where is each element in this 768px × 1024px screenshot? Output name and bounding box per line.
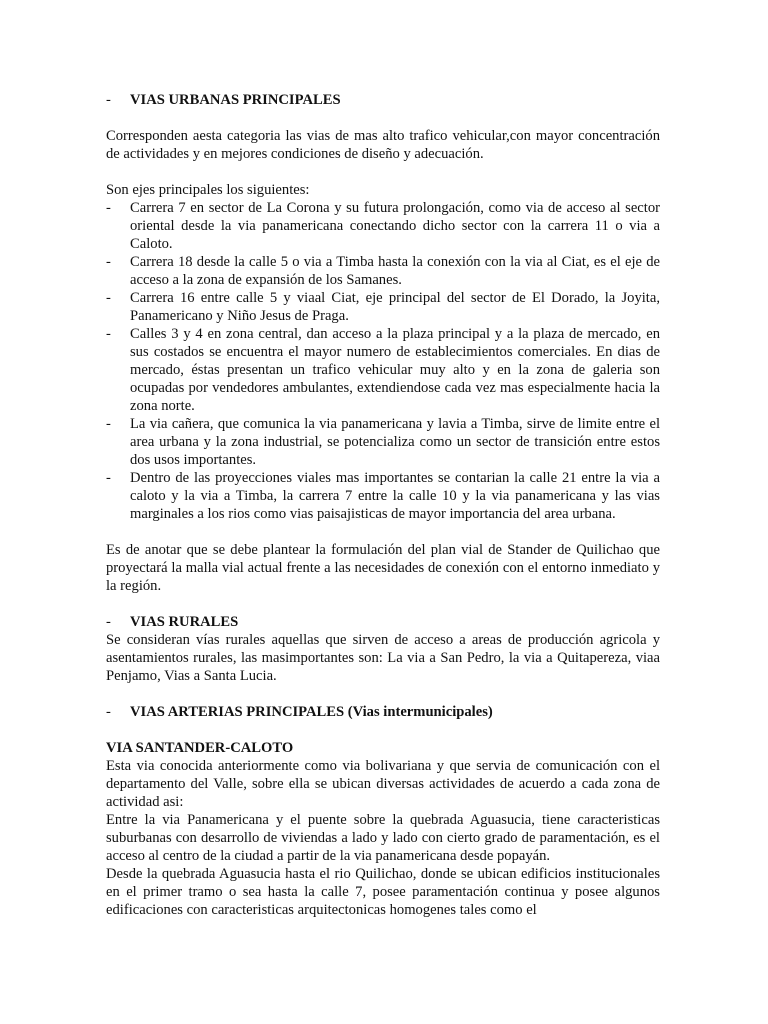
section-heading-vias-arterias [106, 703, 660, 721]
bullet-list-ejes [106, 199, 660, 523]
bullet-dash: - [106, 254, 111, 270]
paragraph-rurales: Se consideran vías rurales aquellas que sirven de acceso a areas de producción agricola y asentamientos rurales, las masimportantes son: La via a San Pedro, la via a Quitapereza, viaa Penjamo, Vias a Santa Lucia. [106, 632, 660, 684]
bullet-dash: - [106, 326, 111, 342]
heading-dash: - [106, 614, 111, 630]
list-item-text: Carrera 7 en sector de La Corona y su futura prolongación, como via de acceso al sector oriental desde la via panamericana conectando dicho sector con la carrera 11 o via a Caloto. [130, 200, 660, 252]
paragraph-santander-2: Entre la via Panamericana y el puente sobre la quebrada Aguasucia, tiene caracteristicas suburbanas con desarrollo de viviendas a lado y lado con cierto grado de paramentación, es el acceso al centro de la ciudad a partir de la via panamericana desde popayán. [106, 812, 660, 864]
list-item [106, 253, 660, 289]
bullet-dash: - [106, 290, 111, 306]
list-item [106, 325, 660, 415]
list-item-text: Calles 3 y 4 en zona central, dan acceso a la plaza principal y a la plaza de mercado, en sus costados se encuentra el mayor numero de establecimientos comerciales. En dias de mercado, éstas presentan un trafico vehicular muy alto y en la zona de galeria son ocupadas por vendedores ambulantes, extendiendose cada vez mas especialmente hacia la zona norte. [130, 326, 660, 414]
list-item-text: La via cañera, que comunica la via panamericana y lavia a Timba, sirve de limite entre el area urbana y la zona industrial, se potencializa como un sector de transición entre estos dos usos importantes. [130, 416, 660, 468]
list-item-text: Dentro de las proyecciones viales mas importantes se contarian la calle 21 entre la via a caloto y la via a Timba, la carrera 7 entre la calle 10 y la via panamericana y las vias marginales a los rios como vias paisajisticas de mayor importancia del area urbana. [130, 470, 660, 522]
bullet-dash: - [106, 416, 111, 432]
paragraph-urbanas-closing: Es de anotar que se debe plantear la formulación del plan vial de Stander de Quilichao que proyectará la malla vial actual frente a las necesidades de conexión con el entorno inmediato y la región. [106, 542, 660, 594]
list-item [106, 289, 660, 325]
heading-dash: - [106, 92, 111, 108]
document-page [106, 91, 660, 919]
paragraph-santander-1: Esta via conocida anteriormente como via bolivariana y que servia de comunicación con el departamento del Valle, sobre ella se ubican diversas actividades de acuerdo a cada zona de actividad asi: [106, 758, 660, 810]
list-item-text: Carrera 16 entre calle 5 y viaal Ciat, eje principal del sector de El Dorado, la Joyita, Panamericano y Niño Jesus de Praga. [130, 290, 660, 324]
list-item [106, 199, 660, 253]
heading-text: VIAS URBANAS PRINCIPALES [130, 92, 341, 108]
list-item [106, 469, 660, 523]
bullet-dash: - [106, 200, 111, 216]
heading-dash: - [106, 704, 111, 720]
heading-text: VIAS ARTERIAS PRINCIPALES (Vias intermunicipales) [130, 704, 493, 720]
paragraph-santander-3: Desde la quebrada Aguasucia hasta el rio Quilichao, donde se ubican edificios institucionales en el primer tramo o sea hasta la calle 7, posee paramentación continua y posee algunos edificaciones con caracteristicas arquitectonicas homogenes tales como el [106, 866, 660, 918]
bullet-dash: - [106, 470, 111, 486]
heading-text: VIAS RURALES [130, 614, 239, 630]
subheading-via-santander-caloto: VIA SANTANDER-CALOTO [106, 740, 294, 756]
list-item [106, 415, 660, 469]
list-item-text: Carrera 18 desde la calle 5 o via a Timba hasta la conexión con la via al Ciat, es el eje de acceso a la zona de expansión de los Samanes. [130, 254, 660, 288]
section-heading-vias-rurales [106, 613, 660, 631]
section-heading-vias-urbanas [106, 91, 660, 109]
paragraph-list-intro: Son ejes principales los siguientes: [106, 182, 310, 198]
paragraph-urbanas-intro: Corresponden aesta categoria las vias de mas alto trafico vehicular,con mayor concentración de actividades y en mejores condiciones de diseño y adecuación. [106, 128, 660, 162]
